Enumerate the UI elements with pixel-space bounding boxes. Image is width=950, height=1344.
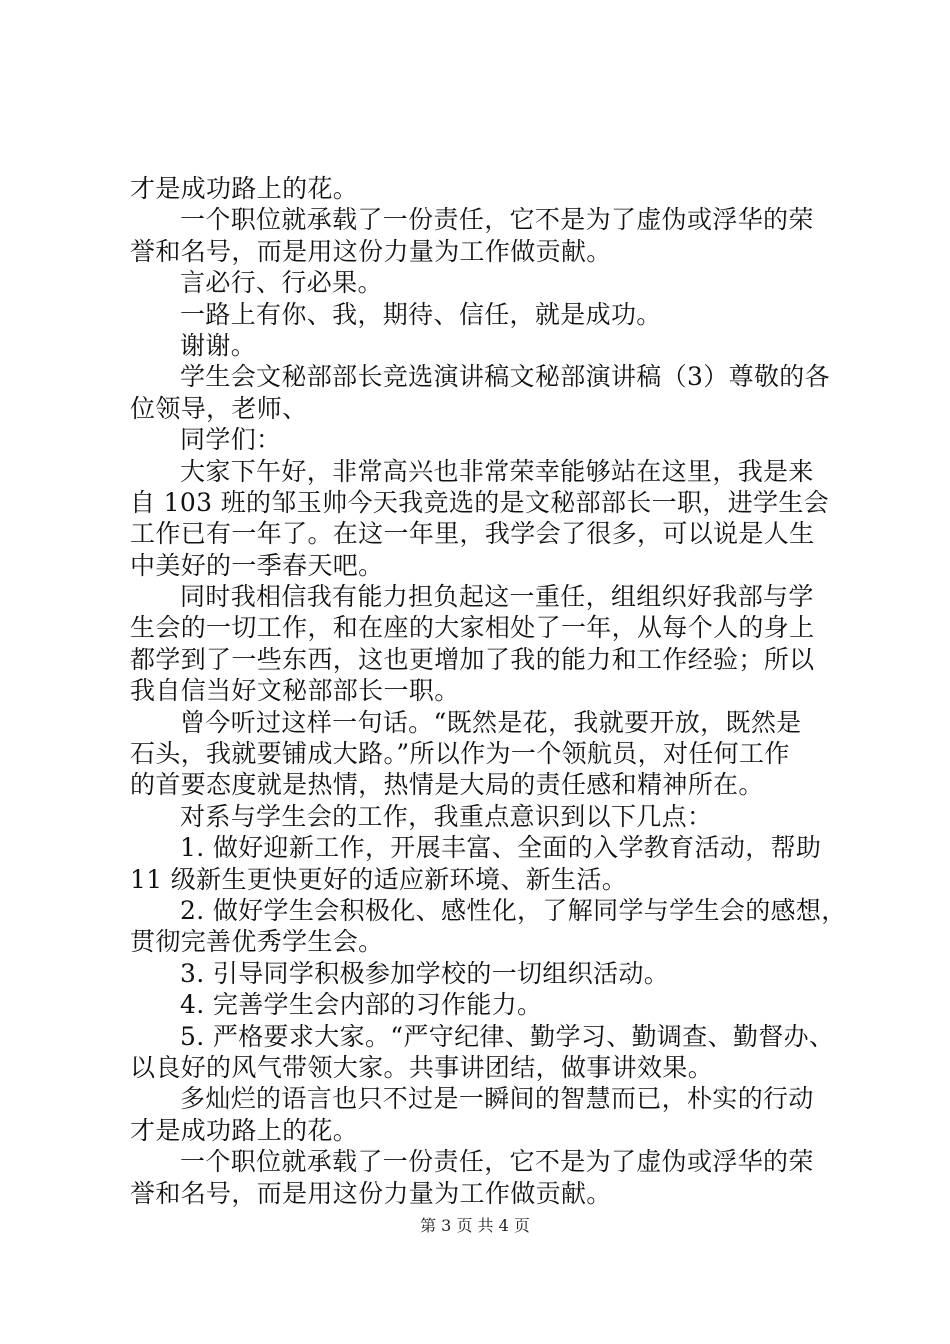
text-line: 的首要态度就是热情，热情是大局的责任感和精神所在。 — [130, 770, 764, 800]
text-line: 对系与学生会的工作，我重点意识到以下几点： — [180, 801, 713, 831]
text-line: 言必行、行必果。 — [180, 268, 383, 298]
text-line: 誉和名号，而是用这份力量为工作做贡献。 — [130, 1178, 612, 1208]
text-line: 1. 做好迎新工作，开展丰富、全面的入学教育活动，帮助 — [180, 833, 822, 863]
text-line: 5. 严格要求大家。“严守纪律、勤学习、勤调查、勤督办、 — [180, 1021, 835, 1051]
text-line: 贯彻完善优秀学生会。 — [130, 927, 384, 957]
page-number-label: 第 3 页 共 4 页 — [420, 1216, 530, 1235]
text-line: 4. 完善学生会内部的习作能力。 — [180, 990, 543, 1020]
text-line: 一路上有你、我，期待、信任，就是成功。 — [180, 299, 662, 329]
text-line: 同时我相信我有能力担负起这一重任，组组织好我部与学 — [180, 582, 814, 612]
document-body — [130, 173, 847, 1209]
text-line: 都学到了一些东西，这也更增加了我的能力和工作经验；所以 — [130, 644, 815, 674]
text-line: 大家下午好，非常高兴也非常荣幸能够站在这里，我是来 — [180, 456, 814, 486]
text-line: 生会的一切工作，和在座的大家相处了一年，从每个人的身上 — [130, 613, 815, 643]
text-line: 2. 做好学生会积极化、感性化，了解同学与学生会的感想， — [180, 895, 847, 925]
text-line: 誉和名号，而是用这份力量为工作做贡献。 — [130, 236, 612, 266]
text-line: 3. 引导同学积极参加学校的一切组织活动。 — [180, 958, 670, 988]
text-line: 学生会文秘部部长竞选演讲稿文秘部演讲稿（3）尊敬的各 — [180, 362, 831, 392]
page-footer — [0, 1216, 950, 1236]
text-line: 一个职位就承载了一份责任，它不是为了虚伪或浮华的荣 — [180, 1147, 814, 1177]
text-line: 曾今听过这样一句话。“既然是花，我就要开放，既然是 — [180, 707, 802, 737]
text-line: 同学们： — [180, 425, 282, 455]
text-line: 中美好的一季春天吧。 — [130, 550, 384, 580]
text-line: 才是成功路上的花。 — [130, 174, 359, 203]
text-line: 多灿烂的语言也只不过是一瞬间的智慧而已，朴实的行动 — [180, 1084, 814, 1114]
text-line: 一个职位就承载了一份责任，它不是为了虚伪或浮华的荣 — [180, 205, 814, 235]
text-line: 谢谢。 — [180, 330, 257, 360]
text-line: 以良好的风气带领大家。共事讲团结，做事讲效果。 — [130, 1052, 714, 1082]
text-line: 石头，我就要铺成大路。”所以作为一个领航员，对任何工作 — [130, 739, 790, 769]
text-line: 11 级新生更快更好的适应新环境、新生活。 — [130, 864, 628, 894]
text-line: 才是成功路上的花。 — [130, 1115, 359, 1145]
text-line: 工作已有一年了。在这一年里，我学会了很多，可以说是人生 — [130, 519, 815, 549]
text-line: 我自信当好文秘部部长一职。 — [130, 676, 460, 706]
text-line: 自 103 班的邹玉帅今天我竞选的是文秘部部长一职，进学生会 — [130, 487, 830, 517]
text-line: 位领导，老师、 — [130, 393, 308, 423]
